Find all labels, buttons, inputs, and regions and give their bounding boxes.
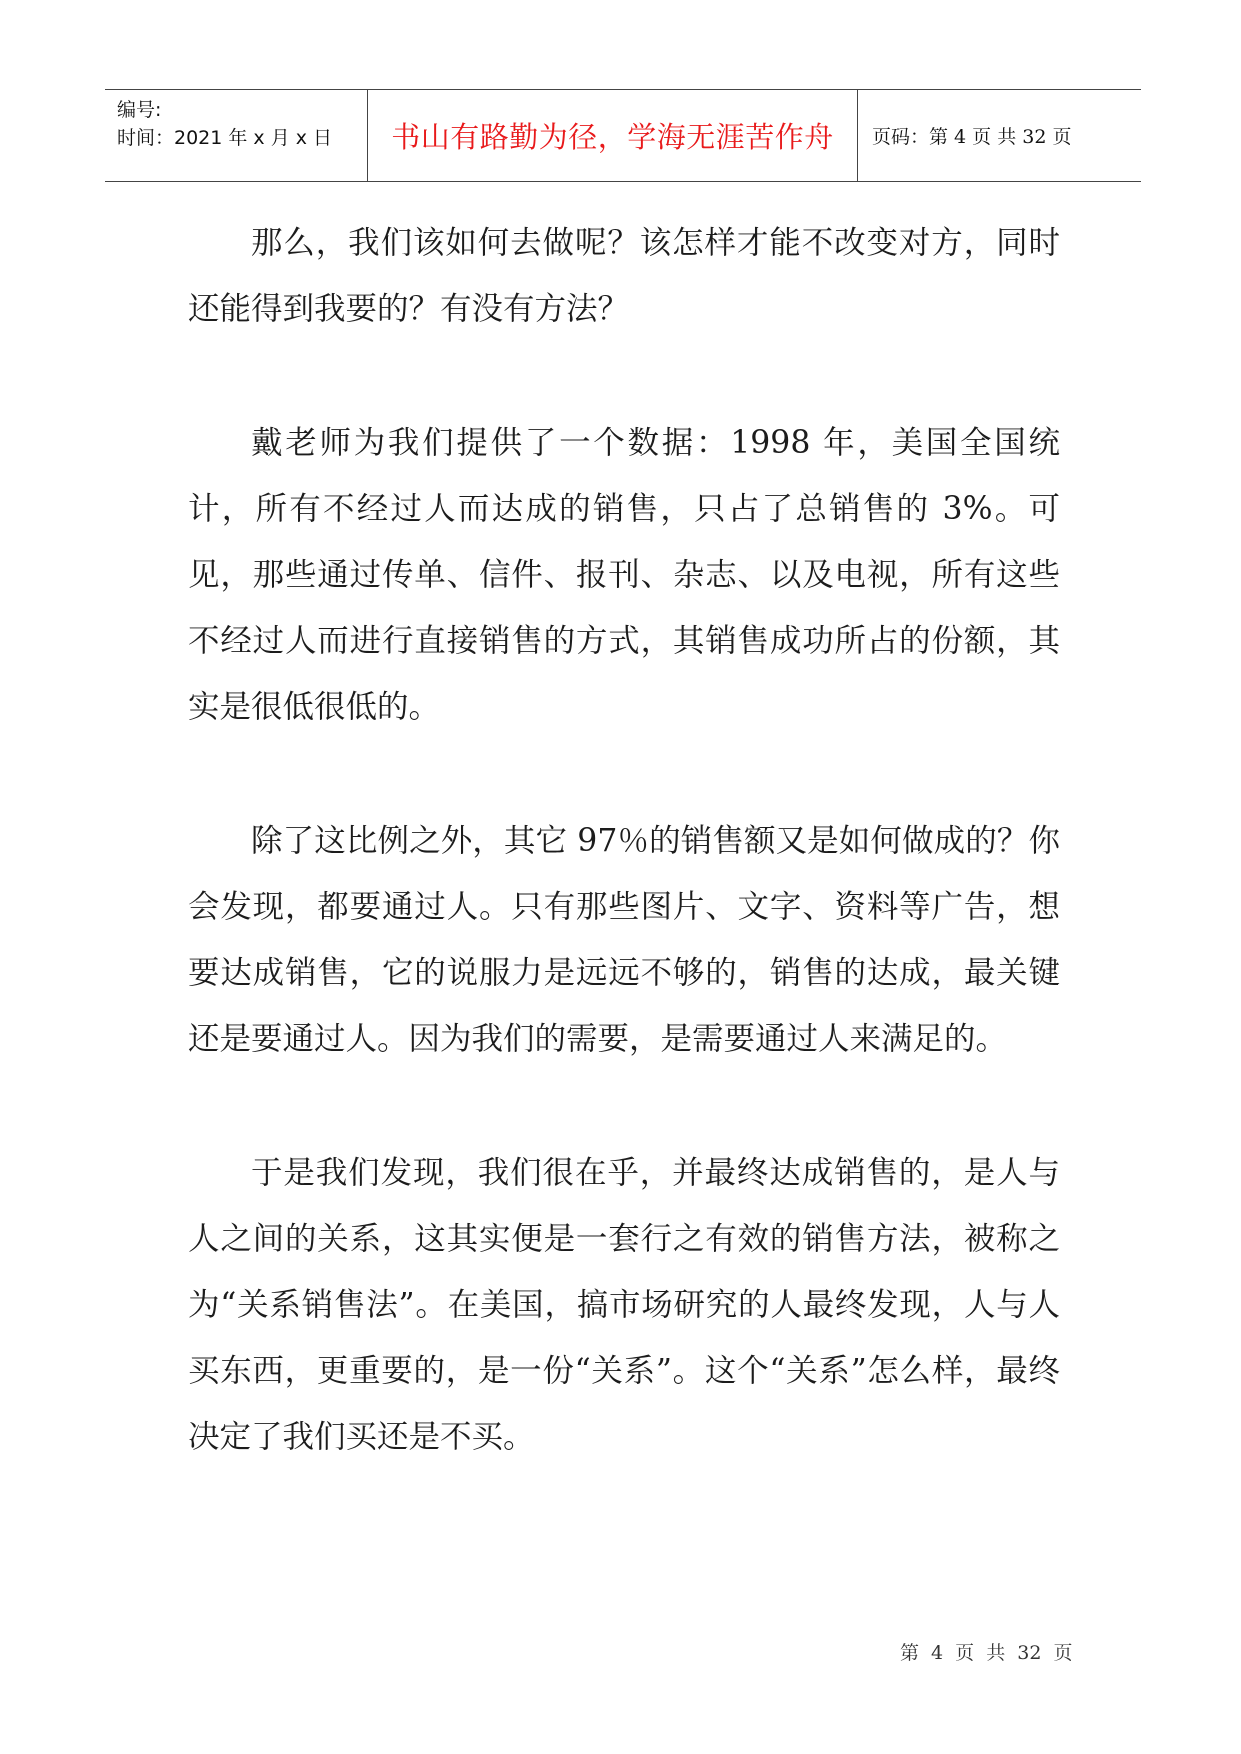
header-page-code: 页码：第 4 页 共 32 页 [872,126,1072,148]
document-number-label: 编号: [117,99,162,121]
document-time-label: 时间：2021 年 x 月 x 日 [117,127,333,149]
page-footer: 第 4 页 共 32 页 [900,1642,1073,1664]
page-header [105,89,1141,182]
paragraph: 除了这比例之外，其它 97％的销售额又是如何做成的？你会发现，都要通过人。只有那些图片、文字、资料等广告，想要达成销售，它的说服力是远远不够的，销售的达成，最关键还是要通过人。因为我们的需要，是需要通过人来满足的。 [188,823,1060,1057]
paragraph: 那么，我们该如何去做呢？该怎样才能不改变对方，同时还能得到我要的？有没有方法？ [188,225,1060,327]
header-meta [105,90,368,181]
paragraph: 戴老师为我们提供了一个数据：1998 年，美国全国统计，所有不经过人而达成的销售，只占了总销售的 3%。可见，那些通过传单、信件、报刊、杂志、以及电视，所有这些不经过人而进行直接销售的方式，其销售成功所占的份额，其实是很低很低的。 [188,425,1060,725]
document-body [188,210,1060,1538]
paragraph: 于是我们发现，我们很在乎，并最终达成销售的，是人与人之间的关系，这其实便是一套行之有效的销售方法，被称之为“关系销售法”。在美国，搞市场研究的人最终发现，人与人买东西，更重要的，是一份“关系”。这个“关系”怎么样，最终决定了我们买还是不买。 [188,1155,1060,1455]
header-motto: 书山有路勤为径，学海无涯苦作舟 [368,90,858,181]
